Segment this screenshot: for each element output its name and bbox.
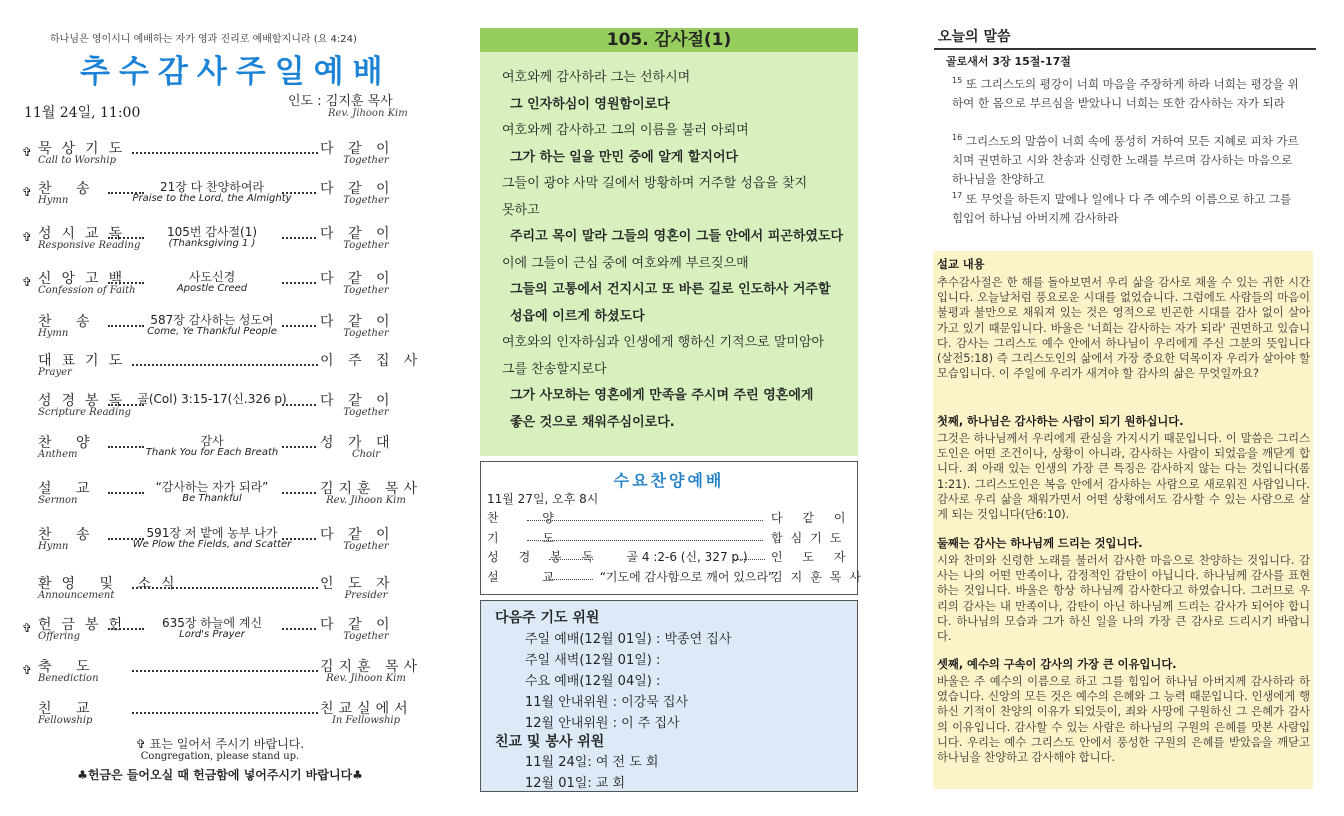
dotted-leader [282,532,316,540]
order-item-leader-en: Rev. Jihoon Kim [326,495,406,506]
order-row [20,476,423,516]
wednesday-item: 설 교 [487,569,574,584]
order-item-title: 신앙고백 [38,271,133,287]
scripture-verse [952,128,1302,189]
order-item-leader-en: Together [343,631,389,642]
wednesday-row [487,548,853,568]
sermon-box [933,251,1313,789]
order-item-leader-en: Together [343,407,389,418]
order-row [20,571,420,611]
order-item-detail-en: We Plow the Fields, and Scatter [132,539,292,550]
stand-cross-icon: ✞ [22,621,33,635]
stand-cross-icon: ✞ [22,230,33,244]
sermon-point1: 그것은 하나님께서 우리에게 관심을 가지시기 때문입니다. 이 말씀은 그리스도인은 어떤 조건이나, 상황이 아니라, 감사하는 사람이 되었음을 깨닫게 합니다. 죄 아래 있는 인생의 가장 큰 특징은 감사하지 않는 다는 것입니다(롬1:21). 그리스도인은 복음 안에서 감사하는 사람으로 새로워진 사람입니다. 감사로 우리 삶을 채워가면서 어떤 상황에서도 감사할 수 있는 사람으로 살게 되는 것입니다(단6:10). [937,432,1310,522]
responsive-reading-box [480,28,858,456]
responsive-line: 그 인자하심이 영원함이로다 [510,96,670,112]
dotted-leader [282,231,316,239]
order-row [20,654,423,694]
order-item-leader: 이 주 집 사 [320,353,423,369]
order-item-title: 축 도 [38,659,100,675]
order-item-subtitle: Offering [38,631,81,642]
order-item-leader-en: Together [343,195,389,206]
order-item-subtitle: Prayer [38,367,72,378]
order-item-leader: 친교실에서 [320,701,413,717]
order-item-title: 성경봉독 [38,393,133,409]
order-item-detail: 감사 [200,434,224,448]
responsive-line: 성읍에 이르게 하셨도다 [510,308,645,324]
order-item-leader: 다 같 이 [320,226,395,242]
fellowship-heading: 친교 및 봉사 위원 [495,734,605,750]
order-item-title: 친 교 [38,701,100,717]
verse-number: 15 [952,76,963,85]
responsive-line: 주리고 목이 말라 그들의 영혼이 그들 안에서 피곤하였도다 [510,229,844,244]
order-item-leader: 다 같 이 [320,141,395,157]
order-item-leader-en: Together [343,155,389,166]
order-item-title: 헌금봉헌 [38,617,133,633]
dotted-leader [108,486,144,494]
wednesday-detail: 골 4 :2-6 (신, 327 p.) [626,550,748,564]
order-item-detail: 21장 다 찬양하여라 [159,180,265,194]
sermon-title: 설교 내용 [937,258,985,271]
dotted-leader [132,706,318,714]
stand-cross-icon: ✞ [22,145,33,159]
dotted-leader [108,319,144,327]
verse-text: 또 그리스도의 평강이 너희 마음을 주장하게 하라 너희는 평강을 위하여 한 몸으로 부르심을 받았나니 너희는 또한 감사하는 자가 되라 [952,76,1299,110]
order-item-leader-en: Together [343,285,389,296]
leader-en: Rev. Jihoon Kim [328,108,408,119]
responsive-line: 그를 찬송할지로다 [502,361,607,377]
order-item-subtitle: Hymn [38,541,69,552]
order-row [20,388,420,428]
wednesday-date: 11월 27일, 오후 8시 [487,492,599,506]
dotted-leader [282,622,316,630]
dotted-leader [108,440,144,448]
responsive-line: 여호와께 감사하라 그는 선하시며 [502,70,691,85]
order-row [20,612,420,652]
order-item-subtitle: Hymn [38,195,69,206]
scripture-verse [952,186,1302,228]
wednesday-leader: 김지훈목사 [771,569,869,584]
responsive-line: 그가 하는 일을 만민 중에 알게 할지어다 [510,149,739,165]
responsive-line: 여호와의 인자하심과 인생에게 행하신 기적으로 말미암아 [502,335,825,350]
order-item-leader: 김지훈 목사 [320,659,423,675]
prayer-item: 11월 안내위원 : 이강묵 집사 [525,695,689,710]
stand-note-en: Congregation, please stand up. [140,751,300,762]
wednesday-row [487,509,853,529]
prayer-committee-box [480,600,858,792]
order-item-detail-en: (Thanksgiving 1 ) [168,238,256,249]
prayer-item: 12월 안내위원 : 이 주 집사 [525,716,680,731]
order-item-subtitle: Benediction [38,673,99,684]
dotted-leader [132,581,318,589]
wednesday-item: 성경봉독 [487,550,614,564]
order-item-detail: 골(Col) 3:15-17(신.326 p) [137,392,287,406]
order-item-leader-en: Together [343,240,389,251]
order-item-title: 설 교 [38,481,100,497]
order-item-title: 환영 및 소식 [38,576,185,592]
order-item-leader-en: Choir [351,449,381,460]
order-row [20,136,420,176]
order-item-detail: 사도신경 [188,270,236,284]
responsive-line: 그들의 고통에서 건지시고 또 바른 길로 인도하사 거주할 [510,282,831,297]
order-row [20,176,420,216]
order-item-leader: 김지훈 목사 [320,481,423,497]
order-item-detail: 587장 감사하는 성도여 [150,313,274,327]
dotted-leader [108,398,144,406]
order-item-detail: 105번 감사절(1) [166,225,258,239]
offering-note: ♣헌금은 들어오실 때 헌금함에 넣어주시기 바랍니다♣ [77,768,363,782]
verse-text: 그리스도의 말씀이 너희 속에 풍성히 거하여 모든 지혜로 피차 가르치며 권면하고 시와 찬송과 신령한 노래를 부르며 감사하는 마음으로 하나님을 찬양하고 [952,133,1299,186]
responsive-line: 그들이 광야 사막 길에서 방황하며 거주할 성읍을 찾지 [502,176,808,191]
order-item-detail-en: Come, Ye Thankful People [147,326,277,337]
stand-cross-icon: ✞ [22,663,33,677]
order-row [20,266,420,306]
prayer-heading: 다음주 기도 위원 [495,610,600,626]
order-item-detail: 591장 저 밭에 농부 나가 [146,526,278,540]
dotted-leader [282,486,316,494]
wednesday-item: 찬 양 [487,511,574,525]
order-item-leader-en: Together [343,541,389,552]
header-verse: 하나님은 영이시니 예배하는 자가 영과 진리로 예배할지니라 (요 4:24) [50,34,357,45]
order-item-detail-en: Thank You for Each Breath [145,447,279,458]
dotted-leader [282,398,316,406]
order-item-leader: 다 같 이 [320,527,395,543]
order-row [20,221,420,261]
sermon-point2: 시와 찬미와 신령한 노래를 불러서 감사한 마음으로 찬양하는 것입니다. 감사는 나의 어떤 만족이나, 감정적인 감탄이 아닙니다. 하나님께 감사를 표현하는 것입니다. 바울은 항상 하나님께 감사한다고 하였습니다. 그러므로 우리의 감사는 내 만족이나, 감탄이 아닌 하나님께 드리는 감사가 되어야 합니다. 하나님의 모습과 그가 하신 일을 나의 가장 큰 감사로 드리시기 바랍니다. [937,554,1310,644]
dotted-leader [108,186,144,194]
service-date: 11월 24일, 11:00 [24,105,141,121]
order-item-detail-en: Lord's Prayer [179,629,245,640]
fellowship-item: 11월 24일: 여 전 도 회 [525,755,659,770]
dotted-leader [108,532,144,540]
dotted-leader [527,538,763,541]
wednesday-leader: 합심기도 [771,530,850,545]
scripture-header: 오늘의 말씀 [934,24,1316,50]
order-item-leader: 다 같 이 [320,314,395,330]
responsive-line: 그가 사모하는 영혼에게 만족을 주시며 주린 영혼에게 [510,388,814,403]
stand-cross-icon: ✞ [22,275,33,289]
wednesday-title: 수요찬양예배 [613,471,725,490]
dotted-leader [733,557,765,560]
order-item-title: 찬 송 [38,527,100,543]
order-item-leader: 다 같 이 [320,271,395,287]
prayer-item: 주일 예배(12월 01일) : 박종연 집사 [525,632,732,647]
order-item-subtitle: Fellowship [38,715,93,726]
wednesday-item: 기 도 [487,530,574,545]
order-item-leader-en: Together [343,328,389,339]
order-row [20,309,420,349]
wednesday-leader: 인 도 자 [771,550,854,564]
prayer-item: 주일 새벽(12월 01일) : [525,653,661,668]
dotted-leader [108,276,144,284]
order-item-subtitle: Scripture Reading [38,407,132,418]
order-item-detail-en: Be Thankful [182,493,242,504]
scripture-verse [952,71,1302,113]
order-item-leader-en: Rev. Jihoon Kim [326,673,406,684]
responsive-line: 좋은 것으로 채워주심이로다. [510,414,675,430]
wednesday-row [487,568,869,588]
wednesday-service-box [480,461,869,595]
verse-number: 16 [952,133,963,142]
order-item-title: 성시교독 [38,226,133,242]
order-item-leader: 다 같 이 [320,617,395,633]
order-item-subtitle: Confession of Faith [38,285,136,296]
responsive-line: 이에 그들이 근심 중에 여호와께 부르짖으매 [502,255,749,271]
service-title: 추수감사주일예배 [80,54,392,90]
responsive-line: 못하고 [502,202,540,218]
order-row [20,348,423,388]
order-item-leader-en: Presider [344,590,388,601]
dotted-leader [132,664,318,672]
sermon-point2-head: 둘째는 감사는 하나님께 드리는 것입니다. [937,537,1143,550]
sermon-point1-head: 첫째, 하나님은 감사하는 사람이 되기 원하십니다. [937,415,1184,428]
order-item-leader: 다 같 이 [320,181,395,197]
order-item-title: 대표기도 [38,353,133,369]
dotted-leader [282,276,316,284]
dotted-leader [282,440,316,448]
responsive-line: 여호와께 감사하고 그의 이름을 불러 아뢰며 [502,123,749,138]
order-item-subtitle: Hymn [38,328,69,339]
order-item-title: 찬 송 [38,314,100,330]
verse-text: 또 무엇을 하든지 말에나 일에나 다 주 예수의 이름으로 하고 그를 힘입어 하나님 아버지께 감사하라 [952,191,1292,225]
responsive-reading-title: 105. 감사절(1) [480,28,858,52]
order-row [20,696,420,736]
sermon-point3-head: 셋째, 예수의 구속이 감사의 가장 큰 이유입니다. [937,658,1177,671]
order-item-title: 묵상기도 [38,141,133,157]
order-item-subtitle: Sermon [38,495,78,506]
verse-number: 17 [952,191,963,200]
order-item-title: 찬 양 [38,435,100,451]
order-item-detail-en: Apostle Creed [176,283,248,294]
sermon-point3: 바울은 주 예수의 이름으로 하고 그를 힘입어 하나님 아버지께 감사하라 하였습니다. 신앙의 모든 것은 예수의 은혜와 그 능력 때문입니다. 인생에게 행하신 기적이 찬양의 이유가 되었듯이, 죄와 사망에 구원하신 그 은혜가 감사의 이유입니다. 감사할 수 있는 사람은 하나님의 구원의 은혜를 맛본 사람입니다. 우리는 예수 그리스도 안에서 풍성한 구원의 은혜를 받았음을 깨닫고 하나님을 찬양하고 감사해야 합니다. [937,675,1310,765]
dotted-leader [282,319,316,327]
fellowship-item: 12월 01일: 교 회 [525,776,626,791]
dotted-leader [132,358,318,366]
wednesday-row [487,529,853,549]
stand-note: ✞ 표는 일어서 주시기 바랍니다. [135,737,305,751]
dotted-leader [527,518,763,521]
dotted-leader [132,146,318,154]
order-row [20,522,420,562]
order-item-leader-en: In Fellowship [331,715,401,726]
order-item-subtitle: Responsive Reading [38,240,141,251]
order-item-leader: 성 가 대 [320,435,395,451]
order-item-title: 찬 송 [38,181,100,197]
wednesday-detail: “기도에 감사함으로 깨어 있으라” [599,569,775,584]
leader-ko: 인도 : 김지훈 목사 [288,94,393,109]
sermon-intro: 추수감사절은 한 해를 돌아보면서 우리 삶을 감사로 채울 수 있는 귀한 시간입니다. 오늘날처럼 풍요로운 시대를 없었습니다. 그럼에도 사람들의 마음이 불평과 불만으로 채워져 있는 것은 영적으로 빈곤한 시대를 감사 없이 살아가고 있기 때문입니다. 바울은 '너희는 감사하는 자가 되라' 권면하고 있습니다. 감사는 그리스도 예수 안에서 하나님이 우리에게 주신 그분의 뜻입니다(살전5:18) 즉 그리스도인의 삶에서 가장 중요한 덕목이자 우리가 살아야 할 모습입니다. 이 주일에 우리가 새겨야 할 감사의 삶은 무엇일까요? [937,276,1310,381]
order-item-detail: 635장 하늘에 계신 [161,616,263,630]
dotted-leader [108,622,144,630]
order-item-subtitle: Call to Worship [38,155,116,166]
prayer-item: 수요 예배(12월 04일) : [525,674,661,689]
order-item-subtitle: Announcement [38,590,115,601]
order-item-subtitle: Anthem [38,449,78,460]
order-row [20,430,420,470]
wednesday-leader: 다 같 이 [771,511,854,525]
order-item-leader: 다 같 이 [320,393,395,409]
order-item-detail-en: Praise to the Lord, the Almighty [132,193,292,204]
order-item-detail: “감사하는 자가 되라” [155,480,269,494]
dotted-leader [108,231,144,239]
stand-cross-icon: ✞ [22,185,33,199]
scripture-reference: 골로새서 3장 15절-17절 [946,55,1071,68]
order-item-leader: 인 도 자 [320,576,395,592]
dotted-leader [282,186,316,194]
